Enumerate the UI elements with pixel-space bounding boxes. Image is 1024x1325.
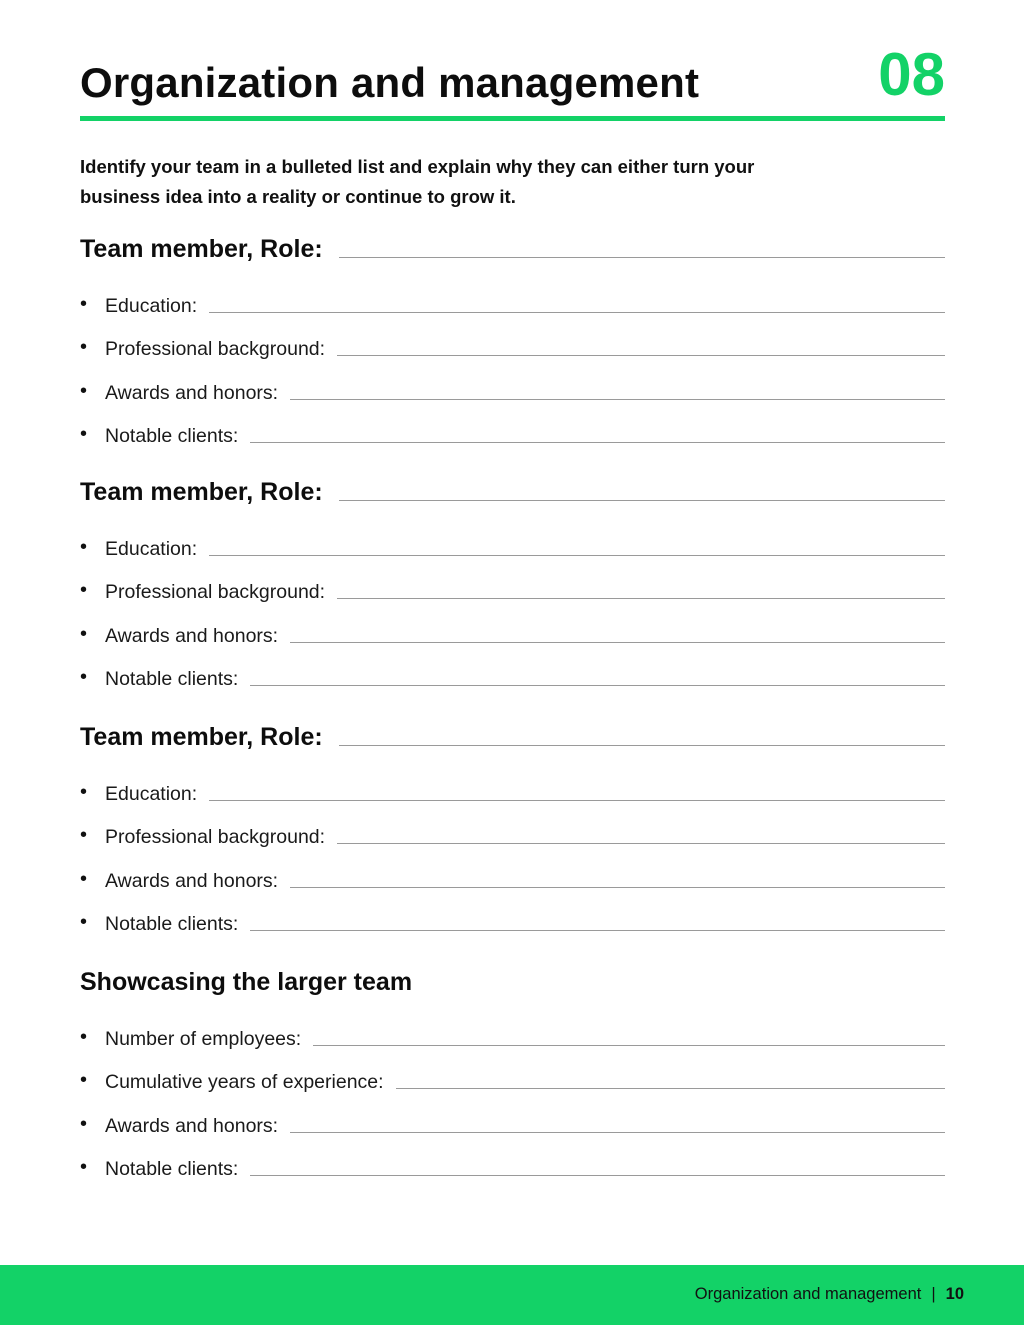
bullet-icon: •: [80, 1069, 88, 1091]
bullet-icon: •: [80, 535, 88, 558]
field-label: Professional background:: [105, 826, 326, 848]
detail-list: [80, 515, 945, 689]
list-item: [80, 1005, 945, 1049]
page-number: 10: [945, 1285, 964, 1303]
list-item: [80, 1136, 945, 1180]
team-member-heading: Team member, Role:: [80, 478, 323, 506]
detail-list: [80, 272, 945, 446]
field-label: Awards and honors:: [105, 381, 279, 404]
list-item: [80, 891, 945, 935]
list-item: [80, 1049, 945, 1093]
bullet-icon: •: [80, 423, 88, 445]
fill-line[interactable]: [209, 555, 945, 556]
list-item: [80, 1092, 945, 1136]
list-item: [80, 646, 945, 690]
list-item: [80, 559, 945, 603]
fill-line[interactable]: [250, 930, 945, 931]
team-member-fill-line[interactable]: [339, 500, 945, 501]
field-label: Professional background:: [105, 581, 326, 603]
list-item: [80, 515, 945, 559]
intro-text: Identify your team in a bulleted list and explain why they can either turn your business idea into a reality or continue to grow it.: [80, 156, 755, 207]
section-number: 08: [878, 41, 945, 108]
bullet-icon: •: [80, 336, 88, 358]
bullet-icon: •: [80, 824, 88, 846]
list-item: [80, 316, 945, 360]
list-item: [80, 760, 945, 804]
team-member-heading: Team member, Role:: [80, 723, 323, 751]
field-label: Notable clients:: [105, 668, 239, 690]
fill-line[interactable]: [290, 887, 945, 888]
bullet-icon: •: [80, 292, 88, 315]
list-item: [80, 847, 945, 891]
field-label: Awards and honors:: [105, 624, 279, 647]
bullet-icon: •: [80, 379, 88, 402]
field-label: Professional background:: [105, 338, 326, 360]
header-divider: [80, 116, 945, 121]
larger-team-section: [80, 965, 945, 1179]
team-member-heading: Team member, Role:: [80, 235, 323, 263]
field-label: Number of employees:: [105, 1027, 302, 1050]
field-label: Education:: [105, 782, 198, 805]
footer-section-label: Organization and management: [694, 1285, 922, 1303]
list-item: [80, 272, 945, 316]
fill-line[interactable]: [290, 642, 945, 643]
field-label: Education:: [105, 537, 198, 560]
fill-line[interactable]: [250, 1175, 945, 1176]
fill-line[interactable]: [250, 685, 945, 686]
bullet-icon: •: [80, 867, 88, 890]
field-label: Notable clients:: [105, 425, 239, 447]
bullet-icon: •: [80, 579, 88, 601]
team-member-section: [80, 475, 945, 689]
bullet-icon: •: [80, 622, 88, 645]
fill-line[interactable]: [337, 355, 945, 356]
field-label: Notable clients:: [105, 913, 239, 935]
fill-line[interactable]: [209, 312, 945, 313]
list-item: [80, 359, 945, 403]
fill-line[interactable]: [290, 399, 945, 400]
fill-line[interactable]: [250, 442, 945, 443]
page-title: Organization and management: [80, 59, 700, 106]
bullet-icon: •: [80, 1025, 88, 1048]
page-footer: [0, 1265, 1024, 1325]
footer-separator: |: [931, 1285, 936, 1303]
fill-line[interactable]: [337, 843, 945, 844]
team-member-fill-line[interactable]: [339, 745, 945, 746]
larger-team-heading: Showcasing the larger team: [80, 968, 413, 996]
field-label: Cumulative years of experience:: [105, 1071, 384, 1093]
team-member-section: [80, 720, 945, 934]
list-item: [80, 804, 945, 848]
field-label: Awards and honors:: [105, 869, 279, 892]
fill-line[interactable]: [337, 598, 945, 599]
team-member-section: [80, 232, 945, 446]
detail-list: [80, 760, 945, 934]
list-item: [80, 602, 945, 646]
bullet-icon: •: [80, 666, 88, 688]
team-member-fill-line[interactable]: [339, 257, 945, 258]
bullet-icon: •: [80, 780, 88, 803]
bullet-icon: •: [80, 911, 88, 933]
field-label: Awards and honors:: [105, 1114, 279, 1137]
list-item: [80, 403, 945, 447]
fill-line[interactable]: [209, 800, 945, 801]
field-label: Notable clients:: [105, 1158, 239, 1180]
page-header: [80, 41, 945, 123]
field-label: Education:: [105, 294, 198, 317]
fill-line[interactable]: [313, 1045, 945, 1046]
detail-list: [80, 1005, 945, 1179]
bullet-icon: •: [80, 1112, 88, 1135]
fill-line[interactable]: [290, 1132, 945, 1133]
bullet-icon: •: [80, 1156, 88, 1178]
fill-line[interactable]: [396, 1088, 945, 1089]
